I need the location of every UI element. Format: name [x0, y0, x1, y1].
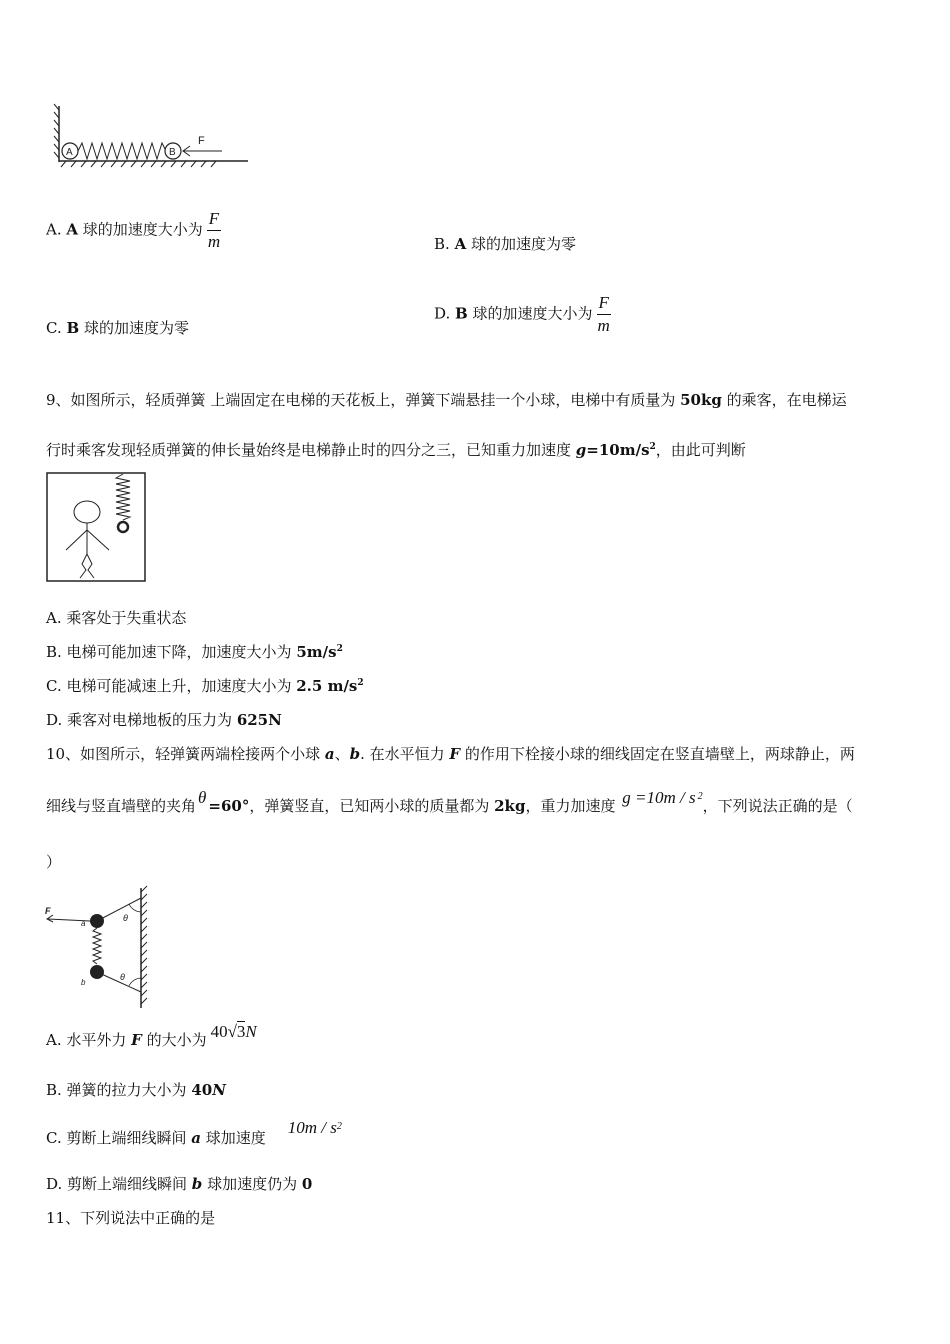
- q10-option-a[interactable]: A. 水平外力 F 的大小为 40√3N: [46, 1022, 257, 1049]
- q9-elevator-figure: [46, 472, 148, 584]
- q8-spring-figure: [50, 100, 255, 172]
- spring: [78, 143, 166, 159]
- svg-text:F: F: [45, 906, 51, 916]
- q10-option-b[interactable]: B. 弹簧的拉力大小为 40N: [46, 1081, 226, 1099]
- q11-stem: 11、下列说法中正确的是: [46, 1209, 216, 1227]
- q8-option-c[interactable]: C. B 球的加速度为零: [46, 319, 189, 337]
- force-label: F: [198, 135, 205, 147]
- q10-stem-line3: ）: [46, 853, 62, 871]
- q8-option-a[interactable]: A. A 球的加速度大小为 $\frac{F}{m}$: [46, 209, 221, 251]
- ball-a-label: A: [66, 147, 73, 158]
- svg-text:b: b: [81, 978, 86, 987]
- ball-b-label: B: [169, 147, 176, 158]
- q10-option-d[interactable]: D. 剪断上端细线瞬间 b 球加速度仍为 0: [46, 1175, 313, 1193]
- q10-stem-line2: 细线与竖直墙壁的夹角 θ =60°，弹簧竖直，已知两小球的质量都为 2kg，重力加速度 g =10m / s $^2$，下列说法正确的是（: [46, 788, 853, 815]
- ball-b: [90, 965, 104, 979]
- svg-text:θ: θ: [123, 913, 128, 923]
- svg-text:θ: θ: [120, 972, 125, 982]
- q9-stem-line2: 行时乘客发现轻质弹簧的伸长量始终是电梯静止时的四分之三，已知重力加速度 $g=10m/s^2$，由此可判断: [46, 441, 746, 459]
- q10-stem-line1: 10、如图所示，轻弹簧两端栓接两个小球 a、b. 在水平恒力 F 的作用下栓接小球的细线固定在竖直墙壁上，两球静止，两: [46, 745, 855, 763]
- q9-option-d[interactable]: D. 乘客对电梯地板的压力为 625N: [46, 711, 282, 729]
- svg-text:a: a: [81, 919, 86, 928]
- q8-option-b[interactable]: B. A 球的加速度为零: [434, 235, 576, 253]
- ball-a: [90, 914, 104, 928]
- q10-two-balls-figure: [44, 884, 154, 1014]
- fraction-f-over-m: $\frac{F}{m}$: [207, 209, 221, 251]
- q9-option-c[interactable]: C. 电梯可能减速上升，加速度大小为 2.5 $m/s^2$: [46, 677, 364, 695]
- q8-option-d[interactable]: D. B 球的加速度大小为 $\frac{F}{m}$: [434, 293, 610, 335]
- q9-stem-line1: 9、如图所示，轻质弹簧 上端固定在电梯的天花板上，弹簧下端悬挂一个小球，电梯中有质量为 50kg 的乘客，在电梯运: [46, 391, 847, 409]
- q10-option-c[interactable]: C. 剪断上端细线瞬间 a 球加速度$10m / s^2$: [46, 1118, 342, 1147]
- q9-option-a[interactable]: A. 乘客处于失重状态: [46, 609, 187, 627]
- fraction-f-over-m: $\frac{F}{m}$: [597, 293, 610, 335]
- q9-option-b[interactable]: B. 电梯可能加速下降，加速度大小为 $5m/s^2$: [46, 643, 343, 661]
